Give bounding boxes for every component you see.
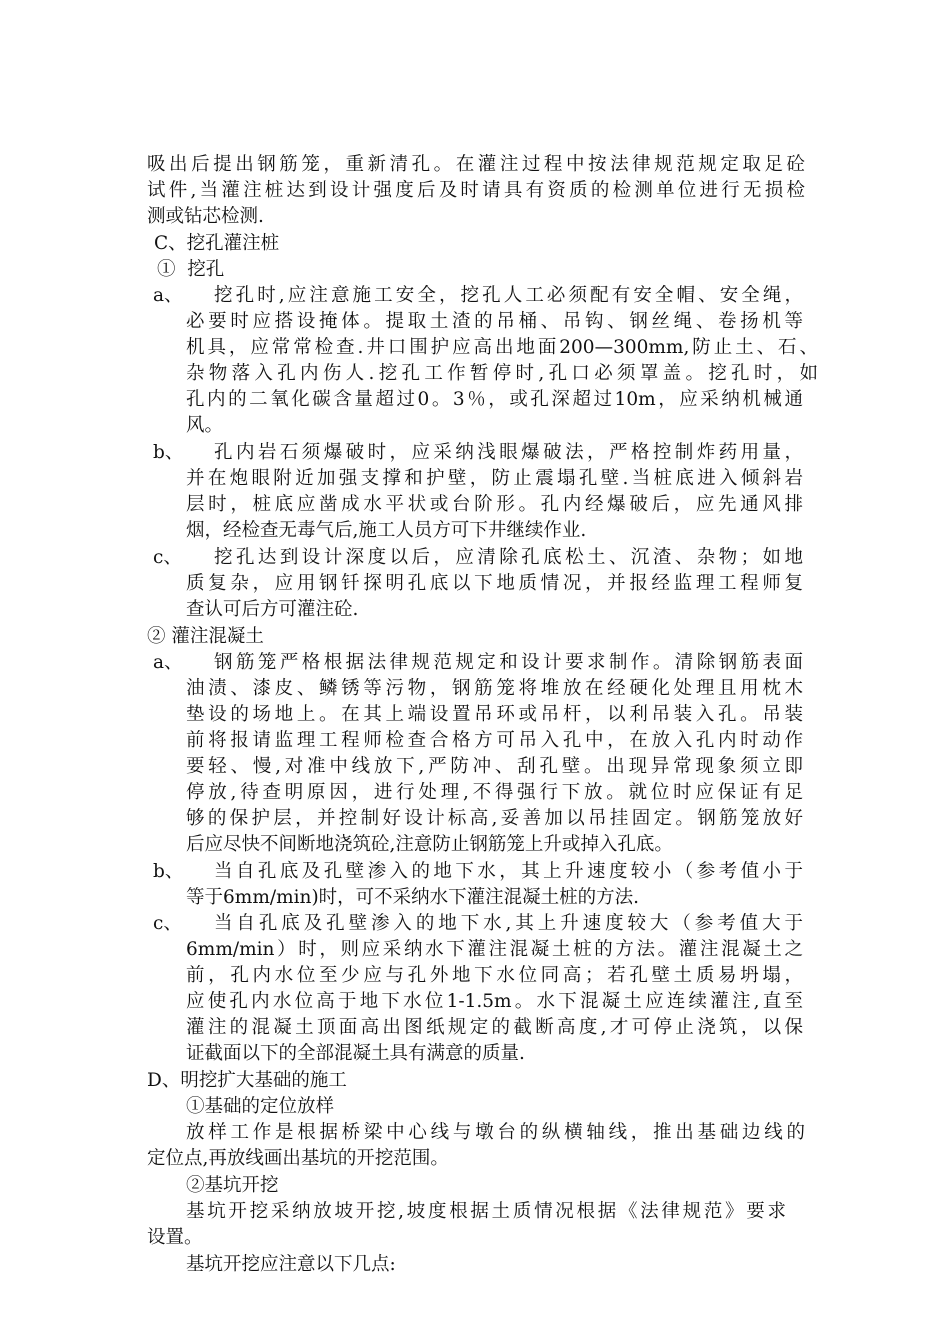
- section-d-p2-line-1: 基坑开挖采纳放坡开挖,坡度根据土质情况根据《法律规范》要求: [186, 1201, 786, 1222]
- item-a-line: 挖孔时,应注意施工安全，挖孔人工必须配有安全帽、安全绳，: [214, 285, 803, 306]
- item-b2-line: 等于6mm/min)时，可不采纳水下灌注混凝土桩的方法.: [186, 887, 640, 908]
- item-b-marker: b、: [153, 442, 184, 463]
- item-c-marker: c、: [153, 547, 182, 568]
- item-b2-marker: b、: [153, 861, 184, 882]
- item-a2-line: 后应尽快不间断地浇筑砼,注意防止钢筋笼上升或掉入孔底。: [186, 834, 673, 855]
- section-c-sub2-heading: ② 灌注混凝土: [147, 626, 264, 647]
- intro-line-3: 测或钻芯检测.: [147, 206, 264, 227]
- section-d-sub1-heading: ①基础的定位放样: [186, 1096, 335, 1117]
- item-a2-line: 钢筋笼严格根据法律规范规定和设计要求制作。清除钢筋表面: [214, 652, 803, 673]
- section-d-heading: D、明挖扩大基础的施工: [147, 1070, 347, 1091]
- item-a-marker: a、: [153, 285, 183, 306]
- item-a2-marker: a、: [153, 652, 183, 673]
- item-a-line: 孔内的二氧化碳含量超过0。3％，或孔深超过10m，应采纳机械通: [186, 389, 803, 410]
- intro-line-1: 吸出后提出钢筋笼，重新清孔。在灌注过程中按法律规范规定取足砼: [147, 154, 805, 175]
- item-a-line: 必要时应搭设掩体。提取土渣的吊桶、吊钩、钢丝绳、卷扬机等: [186, 311, 803, 332]
- section-c-sub1-heading: ① 挖孔: [157, 259, 225, 280]
- item-b-line: 层时，桩底应凿成水平状或台阶形。孔内经爆破后，应先通风排: [186, 494, 803, 515]
- item-b-line: 孔内岩石须爆破时，应采纳浅眼爆破法，严格控制炸药用量，: [214, 442, 803, 463]
- item-b2-line: 当自孔底及孔壁渗入的地下水，其上升速度较小（参考值小于: [214, 861, 803, 882]
- section-d-p3: 基坑开挖应注意以下几点:: [186, 1254, 396, 1275]
- item-c-line: 挖孔达到设计深度以后，应清除孔底松土、沉渣、杂物；如地: [214, 547, 803, 568]
- item-a2-line: 停放,待查明原因，进行处理,不得强行下放。就位时应保证有足: [186, 782, 803, 803]
- item-c2-marker: c、: [153, 913, 182, 934]
- item-b-line: 烟，经检查无毒气后,施工人员方可下井继续作业.: [186, 520, 587, 541]
- section-d-p1-line-1: 放样工作是根据桥梁中心线与墩台的纵横轴线，推出基础边线的: [186, 1122, 805, 1143]
- item-a2-line: 前将报请监理工程师检查合格方可吊入孔中，在放入孔内时动作: [186, 730, 803, 751]
- item-b-line: 并在炮眼附近加强支撑和护壁，防止震塌孔壁.当桩底进入倾斜岩: [186, 468, 803, 489]
- item-c2-line: 证截面以下的全部混凝土具有满意的质量.: [186, 1043, 525, 1064]
- section-d-p2-line-2: 设置。: [147, 1227, 203, 1248]
- item-a2-line: 油渍、漆皮、鳞锈等污物，钢筋笼将堆放在经硬化处理且用枕木: [186, 678, 803, 699]
- item-c2-line: 当自孔底及孔壁渗入的地下水,其上升速度较大（参考值大于: [214, 913, 803, 934]
- item-c2-line: 灌注的混凝土顶面高出图纸规定的截断高度,才可停止浇筑，以保: [186, 1017, 803, 1038]
- item-a-line: 杂物落入孔内伤人.挖孔工作暂停时,孔口必须罩盖。挖孔时，如: [186, 363, 818, 384]
- item-a2-line: 够的保护层，并控制好设计标高,妥善加以吊挂固定。钢筋笼放好: [186, 808, 803, 829]
- section-d-p1-line-2: 定位点,再放线画出基坑的开挖范围。: [147, 1148, 449, 1169]
- item-c2-line: 应使孔内水位高于地下水位1-1.5m。水下混凝土应连续灌注,直至: [186, 991, 803, 1012]
- item-a-line: 机具，应常常检查.井口围护应高出地面200—300mm,防止土、石、: [186, 337, 818, 358]
- item-c-line: 查认可后方可灌注砼.: [186, 599, 359, 620]
- item-c2-line: 6mm/min）时，则应采纳水下灌注混凝土桩的方法。灌注混凝土之: [186, 939, 803, 960]
- intro-line-2: 试件,当灌注桩达到设计强度后及时请具有资质的检测单位进行无损检: [147, 180, 805, 201]
- item-a-line: 风。: [186, 415, 224, 436]
- item-a2-line: 要轻、慢,对准中线放下,严防冲、刮孔壁。出现异常现象须立即: [186, 756, 803, 777]
- item-c-line: 质复杂，应用钢钎探明孔底以下地质情况，并报经监理工程师复: [186, 573, 803, 594]
- item-c2-line: 前，孔内水位至少应与孔外地下水位同高；若孔壁土质易坍塌，: [186, 965, 803, 986]
- section-d-sub2-heading: ②基坑开挖: [186, 1175, 279, 1196]
- item-a2-line: 垫设的场地上。在其上端设置吊环或吊杆，以利吊装入孔。吊装: [186, 704, 803, 725]
- section-c-heading: C、挖孔灌注桩: [154, 233, 280, 254]
